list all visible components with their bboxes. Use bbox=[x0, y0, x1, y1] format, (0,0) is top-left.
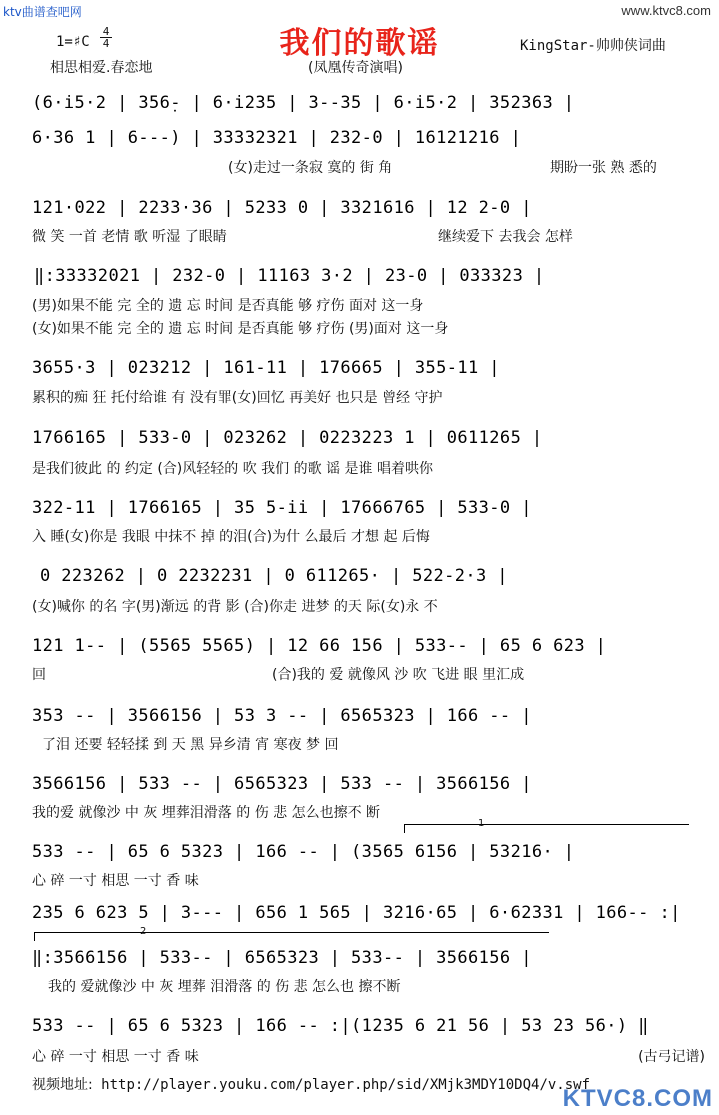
lyric-line-11: 我的爱 就像沙 中 灰 埋葬泪滑落 的 伤 悲 怎么也擦不 断 bbox=[32, 805, 381, 821]
meter-bottom: 4 bbox=[102, 37, 110, 50]
lyric-line-3a: 微 笑 一首 老情 歌 听湿 了眼睛 bbox=[32, 229, 227, 245]
lyric-line-4a: (男)如果不能 完 全的 遗 忘 时间 是否真能 够 疗伤 面对 这一身 bbox=[32, 298, 424, 314]
video-url[interactable]: http://player.youku.com/player.php/sid/XMjk3MDY10DQ4/v.swf bbox=[101, 1077, 591, 1093]
score-line-12: 533 -- | 65 6 5323 | 166 -- | (3565 6156 | 53216· | bbox=[32, 842, 575, 862]
brand-logo: KTVC8.COM bbox=[562, 1085, 713, 1112]
score-line-10: 353 -- | 3566156 | 53 3 -- | 6565323 | 166 -- | bbox=[32, 706, 532, 726]
score-line-3: 121·022 | 2233·36 | 5233 0 | 3321616 | 12 2-0 | bbox=[32, 198, 532, 218]
lyric-line-10: 了泪 还要 轻轻揉 到 天 黑 异乡清 宵 寒夜 梦 回 bbox=[42, 737, 339, 753]
score-line-4: ‖:33332021 | 232-0 | 11163 3·2 | 23-0 | 033323 | bbox=[34, 266, 545, 286]
lyric-line-2b: 期盼一张 熟 悉的 bbox=[550, 160, 657, 176]
watermark-left: ktv曲谱查吧网 bbox=[3, 5, 82, 19]
lyric-line-9a: 回 bbox=[32, 667, 46, 683]
lyric-line-12: 心 碎 一寸 相思 一寸 香 味 bbox=[32, 873, 199, 889]
composer: KingStar-帅帅侠词曲 bbox=[520, 38, 666, 54]
score-line-15: 533 -- | 65 6 5323 | 166 -- :|(1235 6 21 56 | 53 23 56·) ‖ bbox=[32, 1016, 649, 1036]
score-line-1: (6·i5·2 | 356̣- | 6·i235 | 3--35 | 6·i5·2 | 352363 | bbox=[32, 93, 575, 113]
watermark-right[interactable]: www.ktvc8.com bbox=[621, 3, 711, 18]
score-line-8: 0 223262 | 0 2232231 | 0 611265· | 522-2·3 | bbox=[40, 566, 508, 586]
video-label: 视频地址: bbox=[32, 1077, 93, 1093]
lyric-line-3b: 继续爱下 去我会 怎样 bbox=[438, 229, 573, 245]
time-signature bbox=[100, 26, 112, 49]
lyric-line-15: 心 碎 一寸 相思 一寸 香 味 bbox=[32, 1049, 199, 1065]
score-line-13: 235 6 623 5 | 3--- | 656 1 565 | 3216·65 | 6·62331 | 166-- :| bbox=[32, 903, 681, 923]
lyric-line-8: (女)喊你 的名 字(男)渐远 的背 影 (合)你走 进梦 的天 际(女)永 不 bbox=[32, 599, 438, 615]
score-line-7: 322-11 | 1766165 | 35 5-ii | 17666765 | 533-0 | bbox=[32, 498, 532, 518]
lyric-line-9b: (合)我的 爱 就像风 沙 吹 飞进 眼 里汇成 bbox=[272, 667, 525, 683]
song-title: 我们的歌谣 bbox=[279, 26, 440, 61]
volta-bracket-1 bbox=[404, 824, 689, 833]
key-signature: 1=♯C bbox=[56, 34, 90, 50]
volta-number-1: 1 bbox=[478, 818, 485, 829]
volta-number-2: 2 bbox=[140, 926, 147, 937]
lyric-line-6: 是我们彼此 的 约定 (合)风轻轻的 吹 我们 的歌 谣 是谁 唱着哄你 bbox=[32, 461, 433, 477]
lyric-line-4b: (女)如果不能 完 全的 遗 忘 时间 是否真能 够 疗伤 (男)面对 这一身 bbox=[32, 321, 449, 337]
score-line-14: ‖:3566156 | 533-- | 6565323 | 533-- | 3566156 | bbox=[32, 948, 532, 968]
score-line-9: 121 1-- | (5565 5565) | 12 66 156 | 533-- | 65 6 623 | bbox=[32, 636, 607, 656]
lyric-line-14: 我的 爱就像沙 中 灰 埋葬 泪滑落 的 伤 悲 怎么也 擦不断 bbox=[48, 979, 401, 995]
meter-top: 4 bbox=[100, 26, 112, 38]
volta-bracket-2 bbox=[34, 932, 549, 941]
score-line-11: 3566156 | 533 -- | 6565323 | 533 -- | 3566156 | bbox=[32, 774, 532, 794]
score-line-5: 3655·3 | 023212 | 161-11 | 176665 | 355-11 | bbox=[32, 358, 500, 378]
lyric-line-5: 累积的痴 狂 托付给谁 有 没有罪(女)回忆 再美好 也只是 曾经 守护 bbox=[32, 390, 443, 406]
video-address bbox=[32, 1074, 590, 1094]
transcriber-credit: (古弓记谱) bbox=[638, 1049, 705, 1065]
score-line-6: 1766165 | 533-0 | 023262 | 0223223 1 | 0611265 | bbox=[32, 428, 543, 448]
performer: (凤凰传奇演唱) bbox=[308, 60, 403, 76]
subtitle-left: 相思相爱.春恋地 bbox=[50, 60, 153, 76]
lyric-line-2a: (女)走过一条寂 寞的 街 角 bbox=[228, 160, 393, 176]
score-line-2: 6·36 1 | 6---) | 33332321 | 232-0 | 16121216 | bbox=[32, 128, 522, 148]
lyric-line-7: 入 睡(女)你是 我眼 中抹不 掉 的泪(合)为什 么最后 才想 起 后悔 bbox=[32, 529, 430, 545]
